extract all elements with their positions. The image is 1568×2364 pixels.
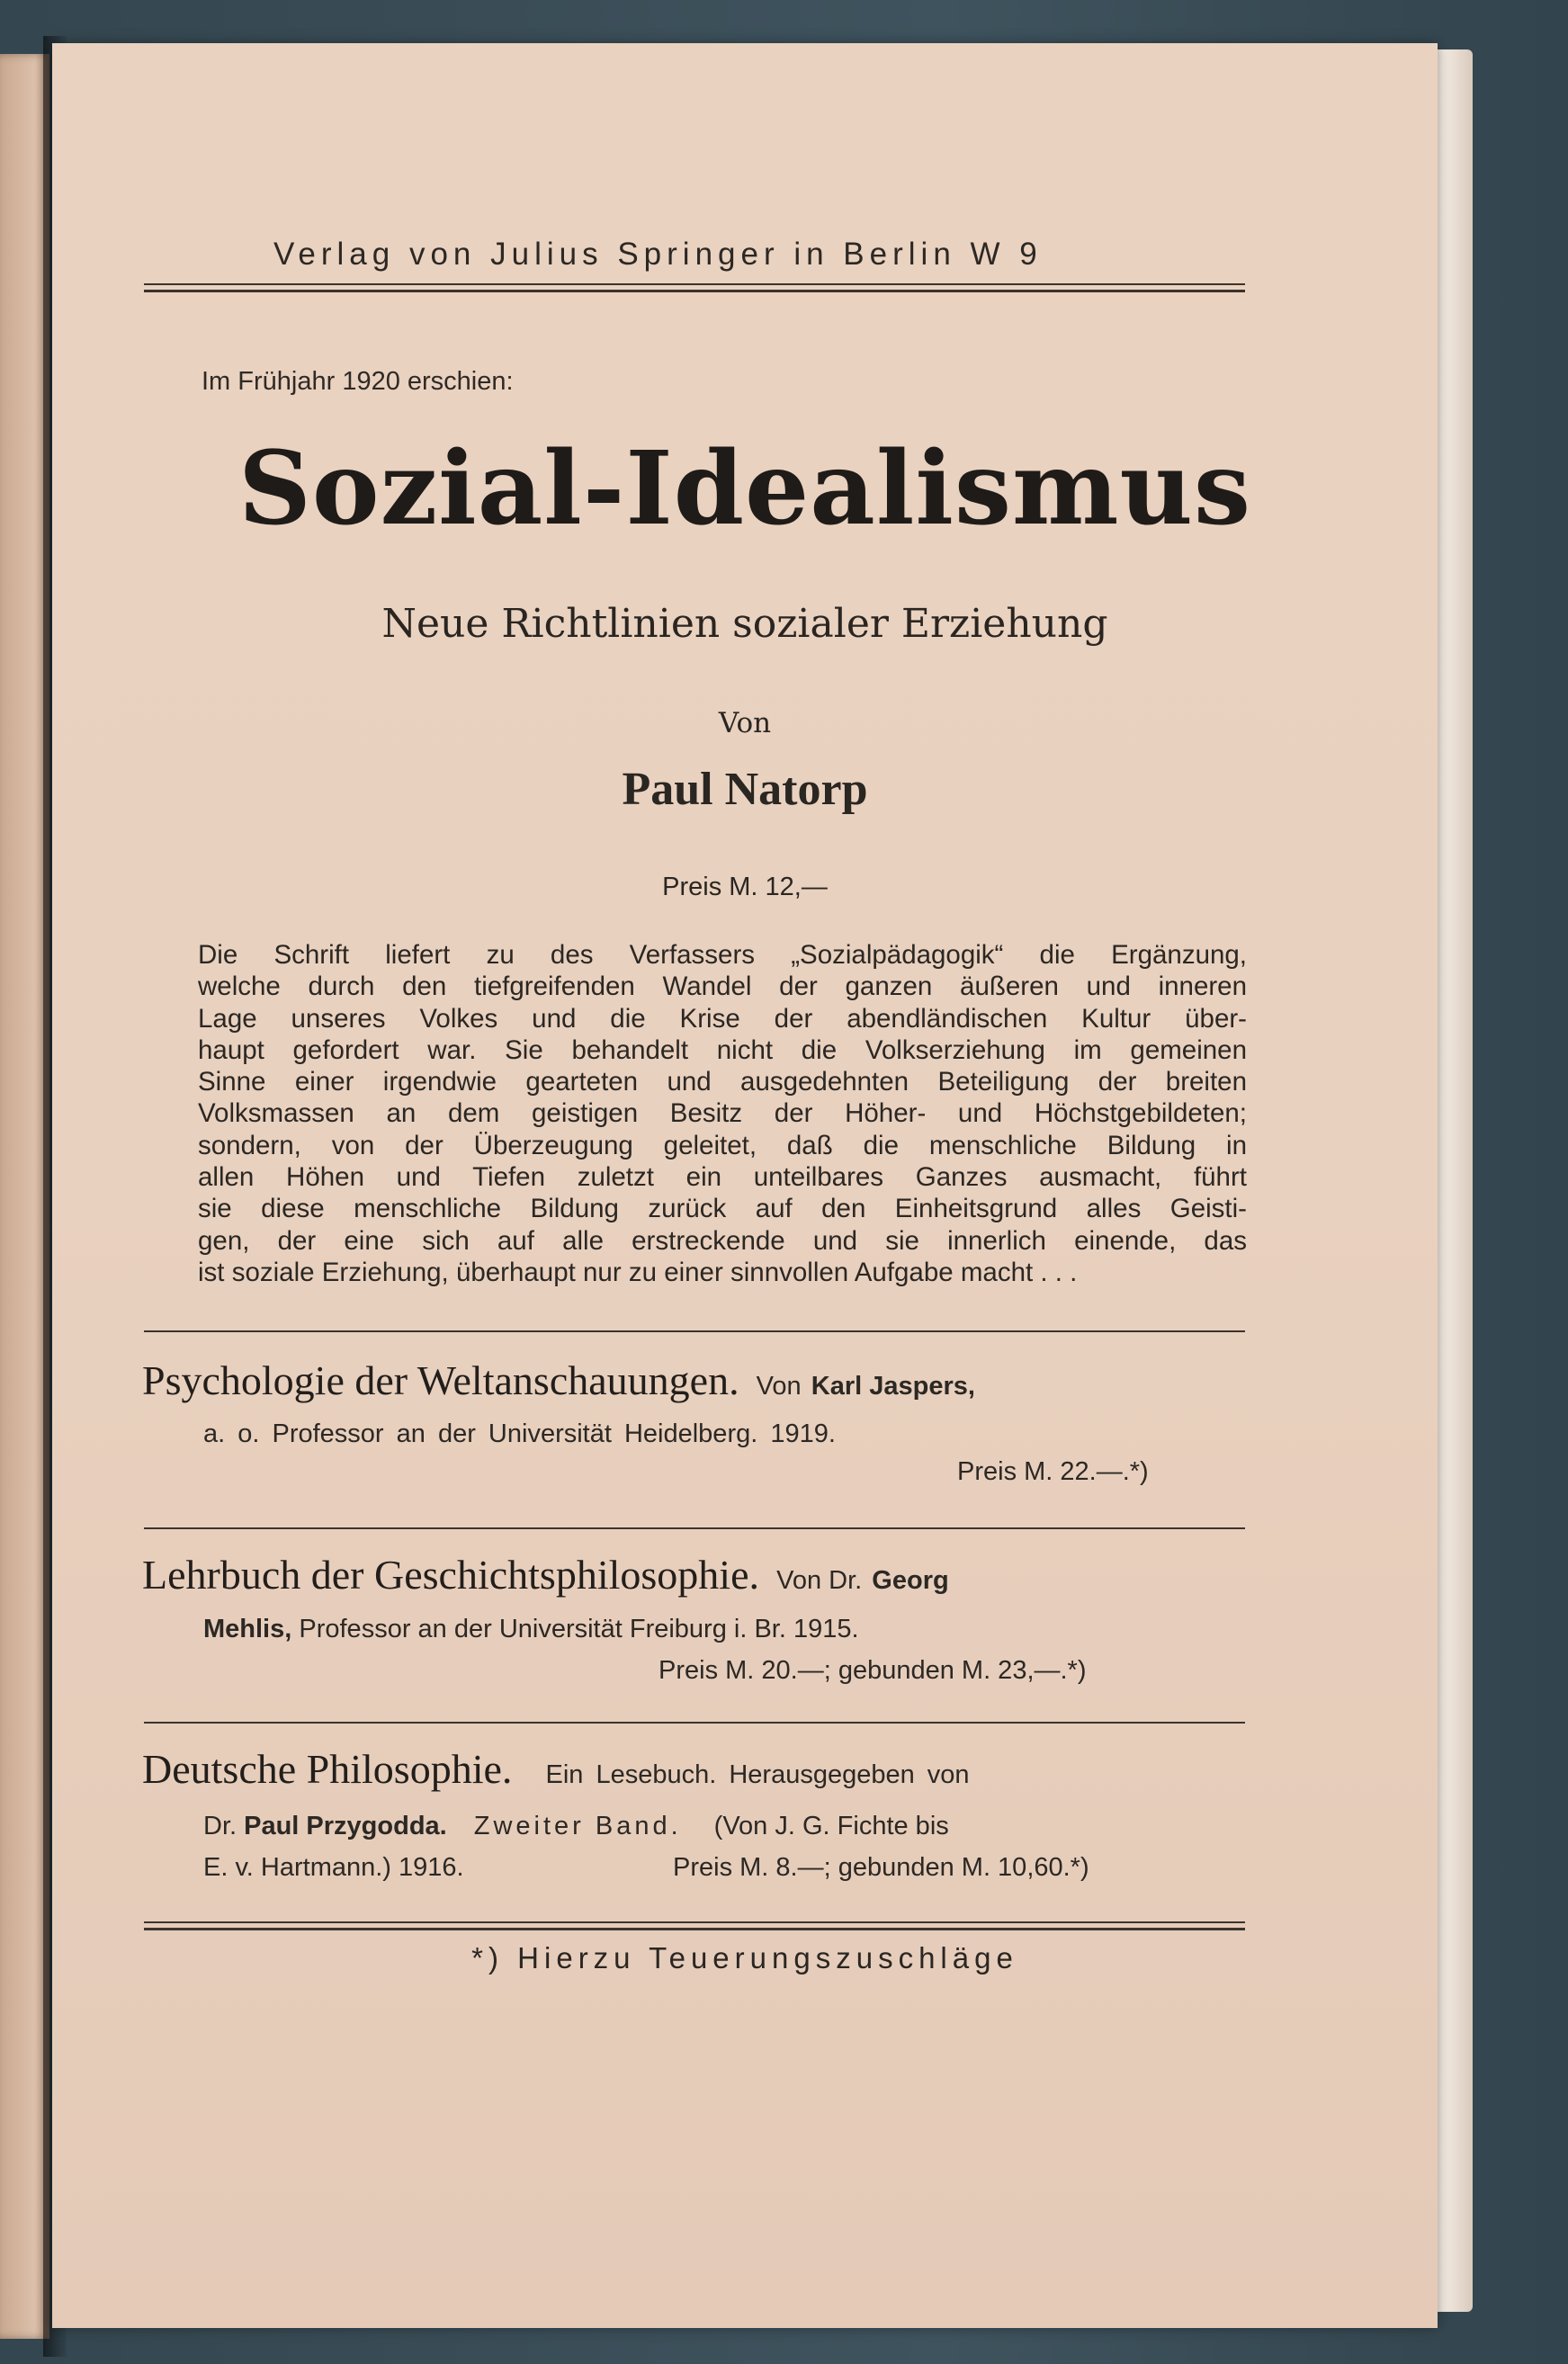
book-price: Preis M. 20.—; gebunden M. 23,—.*) xyxy=(659,1656,1087,1685)
section-divider xyxy=(144,1330,1245,1332)
book-details: a. o. Professor an der Universität Heidelberg. 1919. xyxy=(203,1419,836,1448)
book-entry-jaspers xyxy=(142,1357,975,1404)
book-editor-line xyxy=(203,1812,949,1841)
book-dr: Dr. xyxy=(203,1812,237,1840)
section-divider xyxy=(144,1527,1245,1529)
book-author-line xyxy=(203,1615,859,1644)
book-entry-przygodda xyxy=(142,1745,970,1793)
book-details: E. v. Hartmann.) 1916. xyxy=(203,1853,464,1882)
header-rule-bottom xyxy=(144,290,1245,292)
book-title: Psychologie der Weltanschauungen. xyxy=(142,1357,739,1403)
book-title: Deutsche Philosophie. xyxy=(142,1746,513,1792)
feature-subtitle: Neue Richtlinien sozialer Erziehung xyxy=(381,601,1108,647)
feature-title: Sozial-Idealismus xyxy=(237,430,1251,548)
book-entry-mehlis xyxy=(142,1551,949,1598)
description-line: Lage unseres Volkes und die Krise der abendländischen Kultur über- xyxy=(198,1003,1247,1034)
description-line: welche durch den tiefgreifenden Wandel der ganzen äußeren und inneren xyxy=(198,972,1247,1002)
book-author-surname: Mehlis, xyxy=(203,1615,292,1643)
book-details: Professor an der Universität Freiburg i. Br. 1915. xyxy=(299,1615,859,1643)
intro-line: Im Frühjahr 1920 erschien: xyxy=(202,367,514,396)
book-volume: Zweiter Band. xyxy=(473,1812,682,1840)
description-line: haupt gefordert war. Sie behandelt nicht die Volkserziehung im gemeinen xyxy=(198,1034,1247,1065)
book-price: Preis M. 8.—; gebunden M. 10,60.*) xyxy=(673,1853,1089,1882)
book-price: Preis M. 22.—.*) xyxy=(957,1457,1149,1486)
description-line: Volksmassen an dem geistigen Besitz der Höher- und Höchstgebildeten; xyxy=(198,1098,1247,1129)
feature-price: Preis M. 12,— xyxy=(662,873,828,901)
description-line: gen, der eine sich auf alle erstreckende und sie innerlich einende, das xyxy=(198,1225,1247,1256)
left-page-edge xyxy=(0,54,49,2339)
footnote: *) Hierzu Teuerungszuschläge xyxy=(471,1941,1018,1974)
footer-rule-top xyxy=(144,1921,1245,1923)
book-volume-scope: (Von J. G. Fichte bis xyxy=(713,1812,949,1840)
book-author: Karl Jaspers, xyxy=(811,1372,975,1401)
book-von: Von xyxy=(756,1372,802,1401)
description-line: Die Schrift liefert zu des Verfassers „Sozialpädagogik“ die Ergänzung, xyxy=(198,940,1247,970)
book-von: Von Dr. xyxy=(776,1566,863,1595)
advertisement-page xyxy=(52,43,1438,2328)
header-rule-top xyxy=(144,283,1245,285)
description-line: sie diese menschliche Bildung zurück auf den Einheitsgrund alles Geisti- xyxy=(198,1194,1247,1224)
footer-rule-bottom xyxy=(144,1928,1245,1930)
description-line: ist soziale Erziehung, überhaupt nur zu einer sinnvollen Aufgabe macht . . . xyxy=(198,1257,1078,1287)
description-line: allen Höhen und Tiefen zuletzt ein unteilbares Ganzes ausmacht, führt xyxy=(198,1162,1247,1193)
book-title: Lehrbuch der Geschichtsphilosophie. xyxy=(142,1552,759,1598)
description-line: sondern, von der Überzeugung geleitet, daß die menschliche Bildung in xyxy=(198,1130,1247,1160)
book-subtitle: Ein Lesebuch. Herausgegeben von xyxy=(545,1760,970,1789)
feature-by: Von xyxy=(718,707,772,739)
feature-author: Paul Natorp xyxy=(622,764,868,815)
section-divider xyxy=(144,1722,1245,1724)
book-author: Georg xyxy=(872,1566,949,1595)
description-line: Sinne einer irgendwie gearteten und ausgedehnten Beteiligung der breiten xyxy=(198,1067,1247,1097)
feature-description xyxy=(198,939,1247,1288)
publisher-header: Verlag von Julius Springer in Berlin W 9 xyxy=(273,237,1043,272)
book-author: Paul Przygodda. xyxy=(244,1812,447,1840)
